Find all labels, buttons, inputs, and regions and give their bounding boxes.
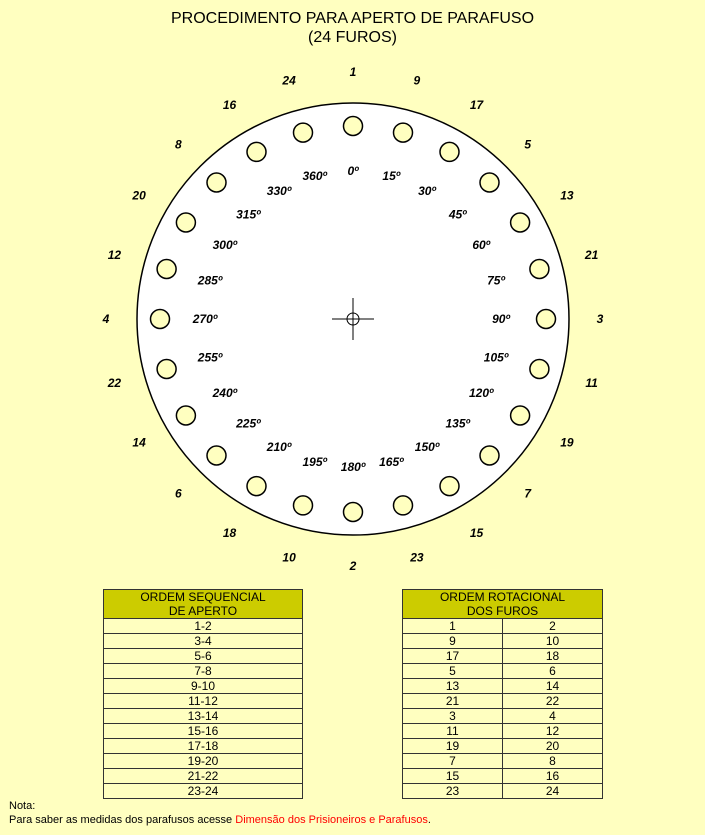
bolt-hole [537, 310, 556, 329]
angle-label: 225º [236, 416, 261, 431]
table-cell: 13-14 [104, 709, 303, 724]
bolt-hole [247, 477, 266, 496]
table-row [104, 784, 303, 799]
table-row [104, 754, 303, 769]
sequence-table-header: ORDEM SEQUENCIAL DE APERTO [104, 590, 303, 619]
bolt-hole [176, 213, 195, 232]
angle-label: 285º [197, 273, 223, 288]
table-cell: 9-10 [104, 679, 303, 694]
table-cell: 1 [403, 619, 503, 634]
table-row [104, 709, 303, 724]
table-cell: 5-6 [104, 649, 303, 664]
angle-label: 75º [487, 273, 505, 288]
table-row [104, 619, 303, 634]
angle-label: 60º [472, 238, 491, 252]
table-cell: 5 [403, 664, 503, 679]
table-cell: 15-16 [104, 724, 303, 739]
bolt-number-label: 14 [132, 435, 146, 450]
table-row [104, 739, 303, 754]
bolt-number-label: 24 [282, 73, 296, 88]
table-cell: 22 [503, 694, 603, 709]
table-cell: 23-24 [104, 784, 303, 799]
bolt-number-label: 5 [524, 137, 532, 152]
bolt-hole [344, 503, 363, 522]
table-cell: 23 [403, 784, 503, 799]
bolt-hole [511, 406, 530, 425]
table-cell: 1-2 [104, 619, 303, 634]
bolt-hole [480, 173, 499, 192]
angle-label: 240º [212, 386, 238, 400]
angle-label: 135º [445, 416, 470, 431]
bolt-hole [530, 260, 549, 279]
table-cell: 17 [403, 649, 503, 664]
angle-label: 270º [192, 312, 218, 326]
bolt-hole [530, 360, 549, 379]
table-row [403, 634, 603, 649]
angle-label: 360º [302, 169, 327, 183]
table-cell: 19 [403, 739, 503, 754]
bolt-hole [440, 142, 459, 161]
bolt-number-label: 1 [349, 65, 357, 79]
table-cell: 19-20 [104, 754, 303, 769]
bolt-number-label: 6 [174, 486, 182, 501]
bolt-number-label: 12 [107, 248, 122, 263]
rotation-table-header: ORDEM ROTACIONAL DOS FUROS [403, 590, 603, 619]
bolt-number-label: 20 [132, 188, 146, 203]
table-row [403, 679, 603, 694]
note-label: Nota: [9, 800, 36, 812]
bolt-number-label: 17 [469, 98, 484, 113]
bolt-number-label: 18 [222, 525, 237, 540]
angle-label: 300º [212, 238, 238, 252]
bolt-number-label: 4 [102, 312, 110, 326]
table-cell: 16 [503, 769, 603, 784]
angle-label: 210º [266, 440, 292, 455]
bolt-number-label: 8 [174, 137, 182, 152]
bolt-hole [344, 117, 363, 136]
table-cell: 3-4 [104, 634, 303, 649]
angle-label: 180º [340, 460, 366, 474]
note [9, 799, 431, 827]
page-subtitle: (24 FUROS) [308, 29, 397, 46]
bolt-number-label: 21 [584, 248, 599, 263]
bolt-number-label: 3 [596, 312, 604, 326]
angle-label: 0º [347, 164, 359, 178]
note-suffix: . [427, 814, 431, 826]
bolt-hole [207, 446, 226, 465]
angle-label: 315º [236, 207, 261, 222]
table-cell: 6 [503, 664, 603, 679]
angle-label: 15º [382, 169, 401, 183]
bolt-number-label: 9 [413, 73, 421, 88]
prisoners-bolts-link[interactable]: Dimensão dos Prisioneiros e Parafusos [235, 814, 428, 826]
bolt-hole [157, 360, 176, 379]
note-line [9, 813, 431, 827]
angle-label: 255º [197, 350, 223, 365]
table-cell: 18 [503, 649, 603, 664]
table-row [403, 724, 603, 739]
table-cell: 9 [403, 634, 503, 649]
angle-label: 90º [492, 312, 510, 326]
table-cell: 8 [503, 754, 603, 769]
bolt-number-label: 22 [107, 375, 122, 390]
angle-label: 105º [483, 350, 509, 365]
table-row [403, 619, 603, 634]
table-cell: 14 [503, 679, 603, 694]
table-cell: 11-12 [104, 694, 303, 709]
table-row [403, 664, 603, 679]
table-cell: 10 [503, 634, 603, 649]
table-row [403, 754, 603, 769]
table-row [403, 739, 603, 754]
bolt-hole [394, 123, 413, 142]
bolt-number-label: 7 [524, 486, 532, 501]
bolt-hole [440, 477, 459, 496]
table-row [104, 724, 303, 739]
bolt-hole [394, 496, 413, 515]
table-row [403, 709, 603, 724]
table-cell: 21-22 [104, 769, 303, 784]
table-cell: 11 [403, 724, 503, 739]
bolt-number-label: 13 [560, 188, 574, 203]
table-cell: 7 [403, 754, 503, 769]
table-row [104, 694, 303, 709]
table-row [104, 634, 303, 649]
table-cell: 7-8 [104, 664, 303, 679]
table-row [104, 664, 303, 679]
angle-label: 45º [448, 207, 467, 222]
angle-label: 120º [468, 386, 494, 400]
rotation-table [402, 589, 603, 799]
bolt-hole [480, 446, 499, 465]
bolt-hole [294, 123, 313, 142]
table-cell: 4 [503, 709, 603, 724]
table-cell: 24 [503, 784, 603, 799]
bolt-number-label: 2 [349, 559, 357, 573]
bolt-number-label: 10 [282, 550, 296, 565]
table-cell: 2 [503, 619, 603, 634]
angle-label: 165º [379, 455, 404, 469]
bolt-hole [176, 406, 195, 425]
angle-label: 195º [302, 455, 327, 469]
sequence-table [103, 589, 303, 799]
bolt-number-label: 15 [469, 525, 484, 540]
bolt-number-label: 11 [585, 375, 598, 390]
bolt-hole [511, 213, 530, 232]
bolt-number-label: 16 [222, 98, 237, 113]
bolt-hole [294, 496, 313, 515]
bolt-number-label: 19 [560, 435, 574, 450]
table-row [403, 769, 603, 784]
table-cell: 12 [503, 724, 603, 739]
table-row [104, 649, 303, 664]
angle-label: 30º [418, 183, 436, 198]
bolt-hole [207, 173, 226, 192]
table-row [403, 694, 603, 709]
note-text: Para saber as medidas dos parafusos acesse [9, 814, 236, 826]
table-cell: 3 [403, 709, 503, 724]
bolt-hole [157, 260, 176, 279]
table-row [104, 679, 303, 694]
table-cell: 13 [403, 679, 503, 694]
table-row [403, 649, 603, 664]
page-title: PROCEDIMENTO PARA APERTO DE PARAFUSO [170, 10, 535, 27]
table-cell: 17-18 [104, 739, 303, 754]
table-row [403, 784, 603, 799]
table-cell: 20 [503, 739, 603, 754]
table-row [104, 769, 303, 784]
bolt-hole [247, 142, 266, 161]
table-cell: 21 [403, 694, 503, 709]
table-cell: 15 [403, 769, 503, 784]
angle-label: 330º [266, 183, 292, 198]
bolt-hole [151, 310, 170, 329]
angle-label: 150º [414, 440, 440, 455]
bolt-number-label: 23 [410, 550, 424, 565]
